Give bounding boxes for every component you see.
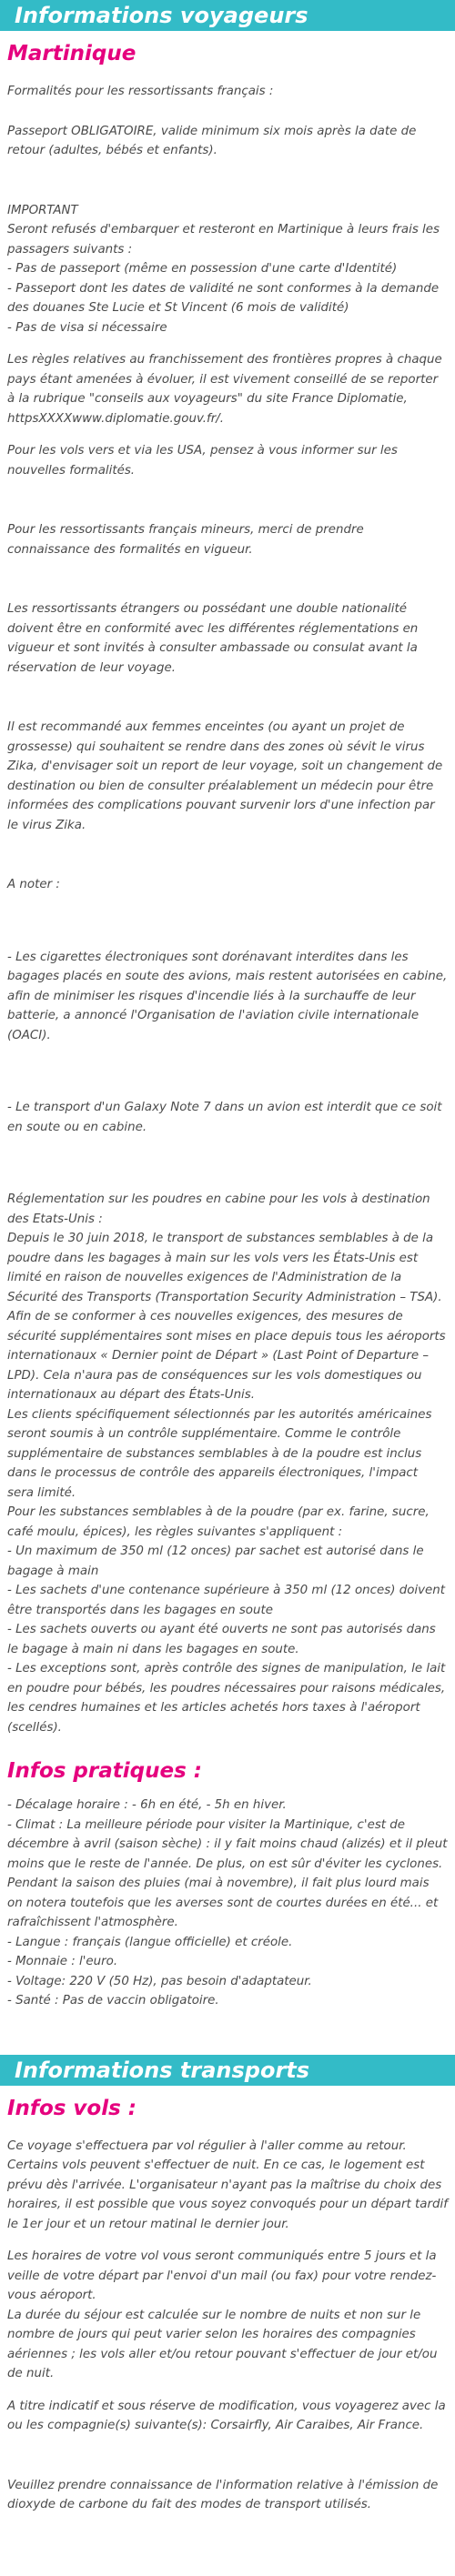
paragraph-vol-regulier: Ce voyage s'effectuera par vol régulier à l'aller comme au retour. Certains vols peuvent s'effectuer de nuit. En ce cas, le logement est prévu dès l'arrivée. L'organisateur n'ayant pas la maîtrise du choix des horaires, il est possible que vous soyez convoqués pour un départ tardif le 1er jour et un retour matinal le dernier jour. [7,2138,452,2231]
paragraph-formalites: Formalités pour les ressortissants français : [7,85,274,98]
infos-vols-title: Infos vols : [7,2096,137,2120]
paragraph-usa: Pour les vols vers et via les USA, pensez à vous informer sur les nouvelles formalités. [7,444,402,478]
paragraph-important: IMPORTANT Seront refusés d'embarquer et resteront en Martinique à leurs frais les passagers suivants : - Pas de passeport (même en possession d'une carte d'Identité) - Passeport dont les dates de validité ne sont conformes à la demande des douanes Ste Lucie et St Vincent (6 mois de validité) - Pas de visa si nécessaire [7,203,440,335]
paragraph-frontieres: Les règles relatives au franchissement des frontières propres à chaque pays étant amenées à évoluer, il est vivement conseillé de se reporter à la rubrique "conseils aux voyageurs" du site France Diplomatie, httpsXXXXwww.diplomatie.gouv.fr/. [7,353,447,426]
paragraph-passeport: Passeport OBLIGATOIRE, valide minimum six mois après la date de retour (adultes, bébés et enfants). [7,124,420,157]
paragraph-compagnies: A titre indicatif et sous réserve de modification, vous voyagerez avec la ou les compagnie(s) suivante(s): Corsairfly, Air Caraibes, Air France. [7,2399,450,2432]
paragraph-poudres: Réglementation sur les poudres en cabine pour les vols à destination des Etats-Unis : Depuis le 30 juin 2018, le transport de substances semblables à de la poudre dans les bagages à main sur les vols vers les États-Unis est limité en raison de nouvelles exigences de l'Administration de la Sécurité des Transports (Transportation Security Administration – TSA). Afin de se conformer à ces nouvelles exigences, des mesures de sécurité supplémentaires sont mises en place depuis tous les aéroports internationaux « Dernier point de Départ » (Last Point of Departure – LPD). Cela n'aura pas de conséquences sur les vols domestiques ou internationaux au départ des États-Unis. Les clients spécifiquement sélectionnés par les autorités américaines seront soumis à un contrôle supplémentaire. Comme le contrôle supplémentaire de substances semblables à de la poudre est inclus dans le processus de contrôle des appareils électroniques, l'impact sera limité. Pour les substances semblables à de la poudre (par ex. farine, sucre, café moulu, épices), les règles suivantes s'appliquent : - Un maximum de 350 ml (12 onces) par sachet est autorisé dans le bagage à main - Les sachets d'une contenance supérieure à 350 ml (12 onces) doivent être transportés dans les bagages en soute - Les sachets ouverts ou ayant été ouverts ne sont pas autorisés dans le bagage à main ni dans les bagages en soute. - Les exceptions sont, après contrôle des signes de manipulation, le lait en poudre pour bébés, les poudres nécessaires pour raisons médicales, les cendres humaines et les articles achetés hors taxes à l'aéroport (scellés). [7,1192,446,1735]
infos-pratiques-title: Infos pratiques : [7,1759,202,1783]
voyageurs-content [0,40,455,2011]
paragraph-infos-pratiques: - Décalage horaire : - 6h en été, - 5h en hiver. - Climat : La meilleure période pour visiter la Martinique, c'est de décembre à avril (saison sèche) : il y fait moins chaud (alizés) et il pleut moins que le reste de l'année. De plus, on est sûr d'éviter les cyclones. Pendant la saison des pluies (mai à novembre), il fait plus lourd mais on notera toutefois que les averses sont de courtes durées en été... et rafraîchissent l'atmosphère. - Langue : français (langue officielle) et créole. - Monnaie : l'euro. - Voltage: 220 V (50 Hz), pas besoin d'adaptateur. - Santé : Pas de vaccin obligatoire. [7,1798,448,2007]
transports-content [0,2095,455,2515]
destination-title: Martinique [7,42,136,65]
paragraph-co2: Veuillez prendre connaissance de l'information relative à l'émission de dioxyde de carbone du fait des modes de transport utilisés. [7,2478,442,2511]
section-banner-voyageurs: Informations voyageurs [0,0,455,31]
paragraph-mineurs: Pour les ressortissants français mineurs, merci de prendre connaissance des formalités en vigueur. [7,523,368,557]
paragraph-horaires: Les horaires de votre vol vous seront communiqués entre 5 jours et la veille de votre départ par l'envoi d'un mail (ou fax) pour votre rendez-vous aéroport. La durée du séjour est calculée sur le nombre de nuits et non sur le nombre de jours qui peut varier selon les horaires des compagnies aériennes ; les vols aller et/ou retour pouvant s'effectuer de jour et/ou de nuit. [7,2249,438,2380]
section-banner-transports: Informations transports [0,2055,455,2086]
paragraph-cigarettes: - Les cigarettes électroniques sont dorénavant interdites dans les bagages placés en soute des avions, mais restent autorisées en cabine, afin de minimiser les risques d'incendie liés à la surchauffe de leur batterie, a annoncé l'Organisation de l'aviation civile internationale (OACI). [7,950,451,1042]
paragraph-zika: Il est recommandé aux femmes enceintes (ou ayant un projet de grossesse) qui souhaitent se rendre dans des zones où sévit le virus Zika, d'envisager soit un report de leur voyage, soit un changement de destination ou bien de consulter préalablement un médecin pour être informées des complications pouvant survenir lors d'une infection par le virus Zika. [7,720,447,832]
paragraph-galaxy-note: - Le transport d'un Galaxy Note 7 dans un avion est interdit que ce soit en soute ou en cabine. [7,1101,446,1134]
paragraph-etrangers: Les ressortissants étrangers ou possédant une double nationalité doivent être en conformité avec les différentes réglementations en vigueur et sont invités à consulter ambassade ou consulat avant la réservation de leur voyage. [7,602,422,675]
paragraph-a-noter: A noter : [7,878,60,891]
